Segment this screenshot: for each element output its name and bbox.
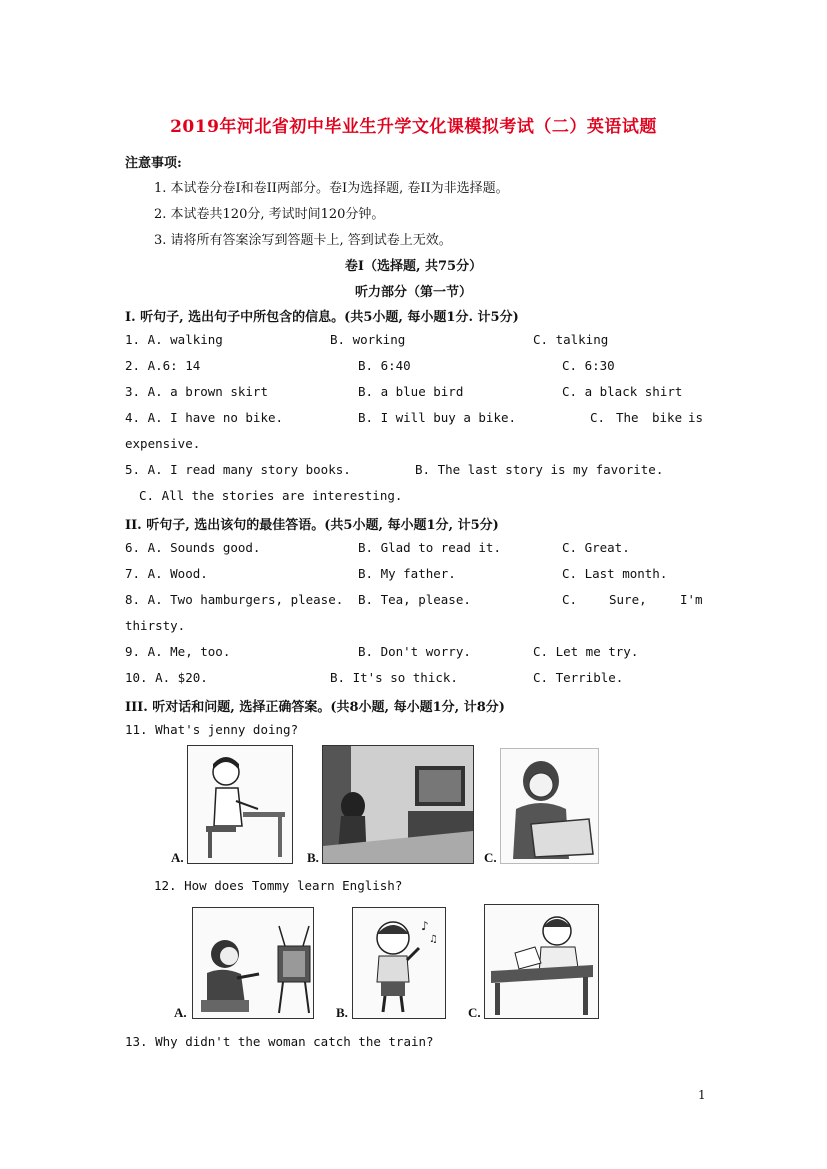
q5-option-c: C. All the stories are interesting. <box>139 488 403 503</box>
q8-option-c-letter: C. <box>562 592 578 607</box>
q4-option-c-letter: C. <box>590 410 606 425</box>
q5-option-b: B. The last story is my favorite. <box>415 462 664 477</box>
girl-watching-tv-illustration <box>323 746 473 863</box>
q6-option-c: C. Great. <box>562 540 630 555</box>
svg-text:♫: ♫ <box>429 934 438 945</box>
q10-option-a: 10. A. $20. <box>125 670 208 685</box>
q8-option-a: 8. A. Two hamburgers, please. <box>125 592 344 607</box>
q12-picture-b <box>352 907 446 1019</box>
q11-picture-b <box>322 745 474 864</box>
q11-question: 11. What's jenny doing? <box>125 722 299 737</box>
q13-question: 13. Why didn't the woman catch the train? <box>125 1034 434 1049</box>
notice-item-3: 3. 请将所有答案涂写到答题卡上, 答到试卷上无效。 <box>154 233 452 248</box>
notice-item-2: 2. 本试卷共120分, 考试时间120分钟。 <box>154 207 385 222</box>
q3-option-c: C. a black shirt <box>562 384 683 399</box>
q4-option-a: 4. A. I have no bike. <box>125 410 284 425</box>
q8-option-c-word1: Sure, <box>609 592 647 607</box>
q5-option-a: 5. A. I read many story books. <box>125 462 351 477</box>
girl-using-laptop-illustration <box>501 749 598 863</box>
document-title: 2019年河北省初中毕业生升学文化课模拟考试（二）英语试题 <box>170 117 657 137</box>
volume-title: 卷I（选择题, 共75分） <box>344 259 483 274</box>
q12-label-c: C. <box>468 1005 481 1020</box>
q4-option-c-word1: The <box>616 410 639 425</box>
q11-label-a: A. <box>171 850 184 865</box>
listening-title: 听力部分（第一节） <box>354 285 472 300</box>
q4-option-c-word2: bike <box>652 410 683 425</box>
q8-option-b: B. Tea, please. <box>358 592 471 607</box>
section1-heading: I. 听句子, 选出句子中所包含的信息。(共5小题, 每小题1分. 计5分) <box>125 310 519 325</box>
q9-option-c: C. Let me try. <box>533 644 639 659</box>
q2-option-c: C. 6:30 <box>562 358 615 373</box>
q10-option-c: C. Terrible. <box>533 670 624 685</box>
q10-option-b: B. It's so thick. <box>330 670 458 685</box>
q2-option-a: 2. A.6: 14 <box>125 358 201 373</box>
q3-option-b: B. a blue bird <box>358 384 464 399</box>
boy-reading-book-illustration <box>485 905 598 1018</box>
q12-label-b: B. <box>336 1005 348 1020</box>
girl-watching-tv-set-illustration <box>193 908 313 1018</box>
q8-option-c-continued: thirsty. <box>125 618 186 633</box>
q12-picture-a <box>192 907 314 1019</box>
q11-label-b: B. <box>307 850 319 865</box>
q8-option-c-word2: I'm <box>680 592 703 607</box>
q7-option-c: C. Last month. <box>562 566 668 581</box>
q1-option-b: B. working <box>330 332 406 347</box>
q11-picture-c <box>500 748 599 864</box>
q4-option-c-word3: is <box>688 410 704 425</box>
notice-item-1: 1. 本试卷分卷I和卷II两部分。卷I为选择题, 卷II为非选择题。 <box>154 181 509 196</box>
q2-option-b: B. 6:40 <box>358 358 411 373</box>
q4-option-b: B. I will buy a bike. <box>358 410 517 425</box>
section2-heading: II. 听句子, 选出该句的最佳答语。(共5小题, 每小题1分, 计5分) <box>125 518 499 533</box>
q9-option-b: B. Don't worry. <box>358 644 471 659</box>
notice-heading: 注意事项: <box>125 156 182 171</box>
q7-option-b: B. My father. <box>358 566 456 581</box>
q7-option-a: 7. A. Wood. <box>125 566 208 581</box>
boy-singing-illustration <box>353 908 445 1018</box>
q12-label-a: A. <box>174 1005 187 1020</box>
page-number: 1 <box>698 1088 706 1102</box>
q1-option-c: C. talking <box>533 332 609 347</box>
q4-option-c-continued: expensive. <box>125 436 201 451</box>
q11-label-c: C. <box>484 850 497 865</box>
section3-heading: III. 听对话和问题, 选择正确答案。(共8小题, 每小题1分, 计8分) <box>125 700 505 715</box>
q11-picture-a <box>187 745 293 864</box>
q6-option-a: 6. A. Sounds good. <box>125 540 261 555</box>
q1-option-a: 1. A. walking <box>125 332 223 347</box>
q3-option-a: 3. A. a brown skirt <box>125 384 268 399</box>
q12-picture-c <box>484 904 599 1019</box>
q9-option-a: 9. A. Me, too. <box>125 644 231 659</box>
q6-option-b: B. Glad to read it. <box>358 540 501 555</box>
girl-writing-at-desk-illustration <box>188 746 292 863</box>
svg-text:♪: ♪ <box>421 919 429 933</box>
q12-question: 12. How does Tommy learn English? <box>154 878 403 893</box>
